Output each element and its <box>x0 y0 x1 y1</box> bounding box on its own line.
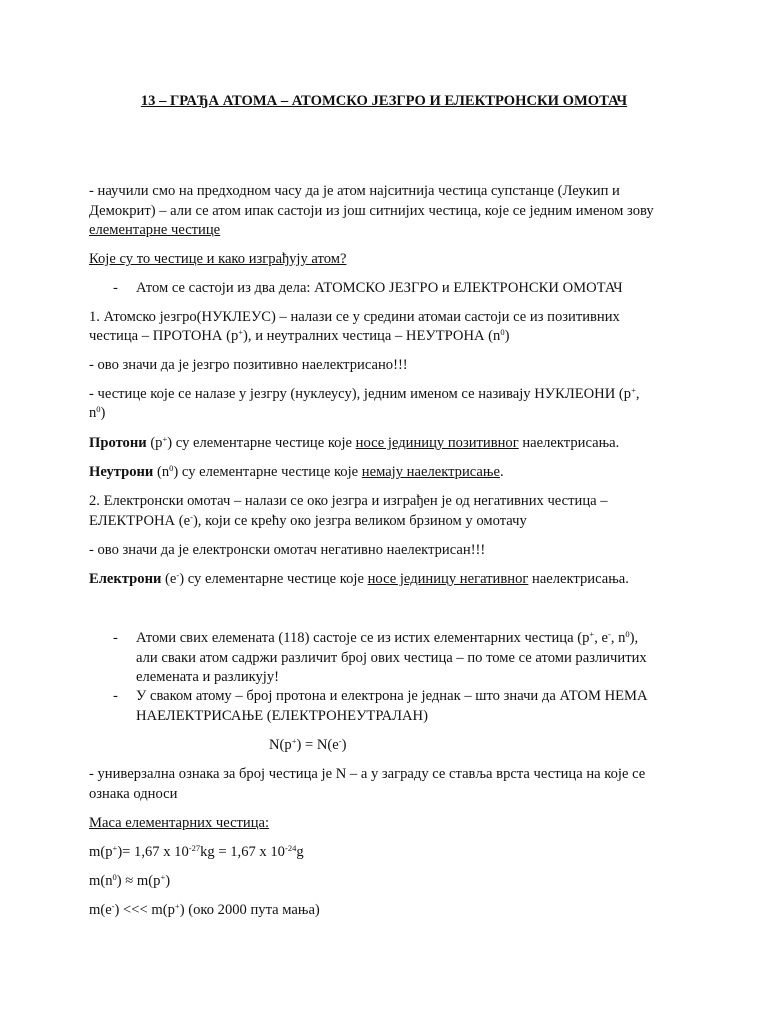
intro-line-2: Демокрит) – али се атом ипак састоји из још ситнијих честица, које се једним именом зову <box>89 203 654 219</box>
same-particles-line-1: Атоми свих елемената (118) састоје се из истих елементарних честица (p+, e-, $n^0$), <box>136 629 639 646</box>
mass-neutron: $m(n^0) \approx m(p^+)$ <box>89 872 171 889</box>
neutral-atom-line-2: НАЕЛЕКТРИСАЊЕ (ЕЛЕКТРОНЕУТРАЛАН) <box>136 708 428 724</box>
nucleus-line-2: честица – ПРОТОНА (p+), и неутралних честица – НЕУТРОНА $(n^0)$ <box>89 327 510 344</box>
bullet-dash: - <box>113 630 118 646</box>
neutral-atom-line-1: У сваком атому – број протона и електрона је једнак – што значи да АТОМ НЕМА <box>136 688 648 704</box>
same-particles-line-2: али сваки атом садржи различит број ових честица – по томе се атоми различитих <box>136 650 647 666</box>
intro-line-3: елементарне честице <box>89 222 221 238</box>
nucleons-line-2: $n^0$) <box>89 404 106 421</box>
nucleons-line-1: - честице које се налазе у језгру (нуклеусу), једним именом се називају НУКЛЕОНИ (p+, <box>89 385 640 402</box>
mass-proton: m(p+)= 1,67 x $10^{-27}kg = 1,67$ x $10^{-24}g$ <box>89 843 304 860</box>
equality-equation: N(p+) = N(e-) <box>269 736 347 753</box>
question-heading: Које су то честице и како изграђују атом? <box>89 251 347 267</box>
nucleus-positive: - ово значи да је језгро позитивно наелектрисано!!! <box>89 357 408 373</box>
shell-line-1: 2. Електронски омотач – налази се око језгра и изграђен је од негативних честица – <box>89 493 608 509</box>
protons-definition: Протони (p+) су елементарне честице које носе јединицу позитивног наелектрисања. <box>89 434 620 451</box>
mass-heading: Маса елементарних честица: <box>89 815 270 831</box>
notation-line-2: ознака односи <box>89 786 178 802</box>
bullet-two-parts: Атом се састоји из два дела: АТОМСКО ЈЕЗГРО и ЕЛЕКТРОНСКИ ОМОТАЧ <box>136 280 623 296</box>
notation-line-1: - универзална ознака за број честица је N – а у заграду се ставља врста честица на које се <box>89 766 646 782</box>
mass-electron: m(e-) <<< m(p+) (око 2000 пута мања) <box>89 901 320 918</box>
intro-line-1: - научили смо на предходном часу да је атом најситнија честица супстанце (Леукип и <box>89 183 620 199</box>
bullet-dash: - <box>113 688 118 704</box>
shell-line-2: ЕЛЕКТРОНА (e-), који се крећу око језгра великом брзином у омотачу <box>89 512 527 529</box>
same-particles-line-3: елемената и разликују! <box>136 669 280 685</box>
shell-negative: - ово значи да је електронски омотач негативно наелектрисан!!! <box>89 542 486 558</box>
nucleus-line-1: 1. Атомско језгро(НУКЛЕУС) – налази се у средини атомаи састоји се из позитивних <box>89 309 620 325</box>
page-title: 13 – ГРАЂА АТОМА – АТОМСКО ЈЕЗГРО И ЕЛЕКТРОНСКИ ОМОТАЧ <box>140 93 628 109</box>
neutrons-definition: Неутрони $(n^0)$ су елементарне честице које немају наелектрисање. <box>89 463 504 480</box>
electrons-definition: Електрони (e-) су елементарне честице које носе јединицу негативног наелектрисања. <box>89 570 629 587</box>
bullet-dash: - <box>113 280 118 296</box>
